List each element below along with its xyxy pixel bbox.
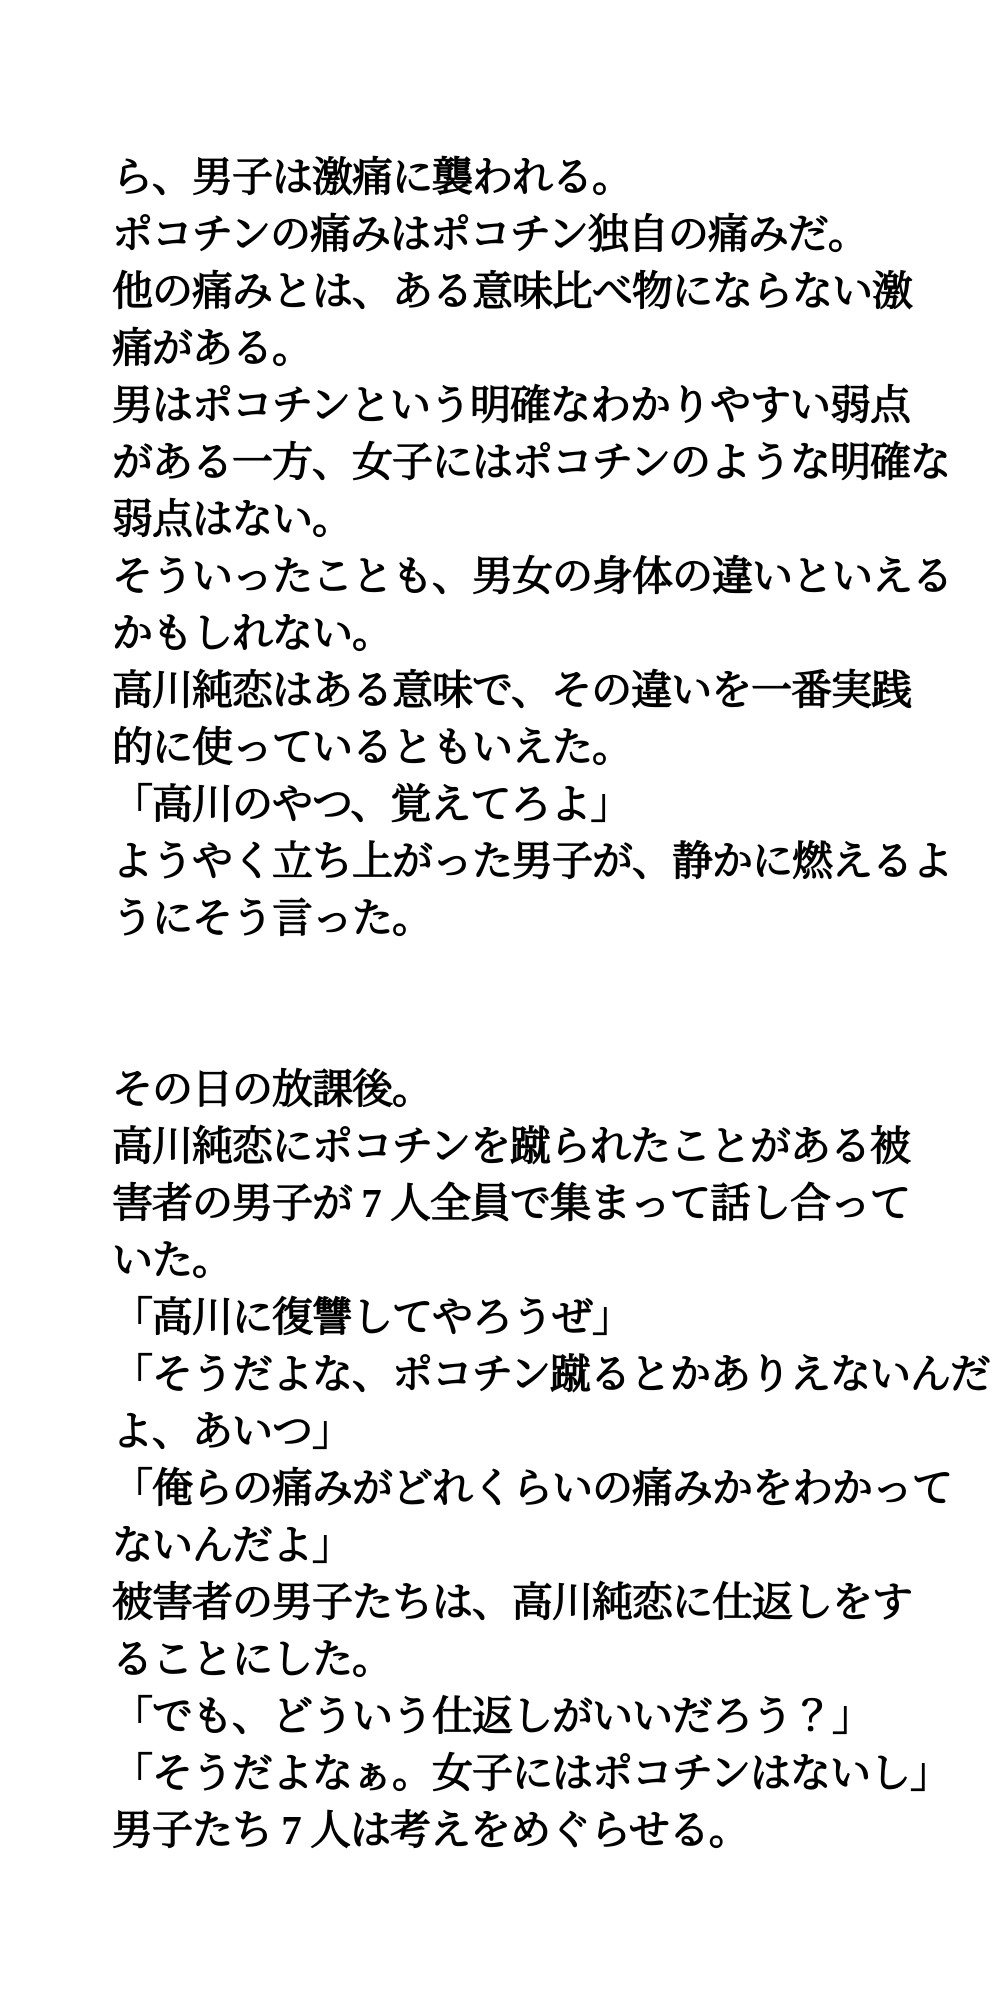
text-line: がある一方、女子にはポコチンのような明確な xyxy=(112,439,950,485)
text-line: いた。 xyxy=(112,1237,232,1283)
text-line: 「そうだよな、ポコチン蹴るとかありえないんだ xyxy=(112,1351,990,1397)
text-line: 「高川のやつ、覚えてろよ」 xyxy=(112,781,631,827)
text-block xyxy=(112,149,990,1859)
text-line: うにそう言った。 xyxy=(112,895,432,941)
text-line: 的に使っているともいえた。 xyxy=(112,724,632,770)
text-line: 弱点はない。 xyxy=(112,496,352,542)
text-line: 男子たち 7 人は考えをめぐらせる。 xyxy=(112,1807,749,1853)
text-line: ら、男子は激痛に襲われる。 xyxy=(112,154,632,200)
text-line: 被害者の男子たちは、高川純恋に仕返しをす xyxy=(112,1579,912,1625)
text-line: その日の放課後。 xyxy=(112,1066,432,1112)
text-line: 痛がある。 xyxy=(112,325,312,371)
text-line: そういったことも、男女の身体の違いといえる xyxy=(112,553,952,599)
text-line: かもしれない。 xyxy=(112,610,392,656)
text-line: 「俺らの痛みがどれくらいの痛みかをわかって xyxy=(112,1465,952,1511)
text-line: 高川純恋はある意味で、その違いを一番実践 xyxy=(112,667,912,713)
paragraph-2 xyxy=(112,1061,990,1859)
paragraph-1 xyxy=(112,149,952,947)
text-line: 男はポコチンという明確なわかりやすい弱点 xyxy=(112,382,910,428)
text-line: よ、あいつ」 xyxy=(112,1408,352,1454)
text-line: 他の痛みとは、ある意味比べ物にならない激 xyxy=(112,268,912,314)
text-line: ポコチンの痛みはポコチン独自の痛みだ。 xyxy=(112,211,868,257)
text-line: ないんだよ」 xyxy=(112,1522,352,1568)
text-line: 「高川に復讐してやろうぜ」 xyxy=(112,1294,632,1340)
text-line: 高川純恋にポコチンを蹴られたことがある被 xyxy=(112,1123,910,1169)
text-line: 「そうだよなぁ。女子にはポコチンはないし」 xyxy=(112,1750,950,1796)
text-line: 害者の男子が 7 人全員で集まって話し合って xyxy=(112,1180,910,1226)
text-line: ることにした。 xyxy=(112,1636,392,1682)
text-line: 「でも、どういう仕返しがいいだろう？」 xyxy=(112,1693,872,1739)
text-line: ようやく立ち上がった男子が、静かに燃えるよ xyxy=(112,838,952,884)
